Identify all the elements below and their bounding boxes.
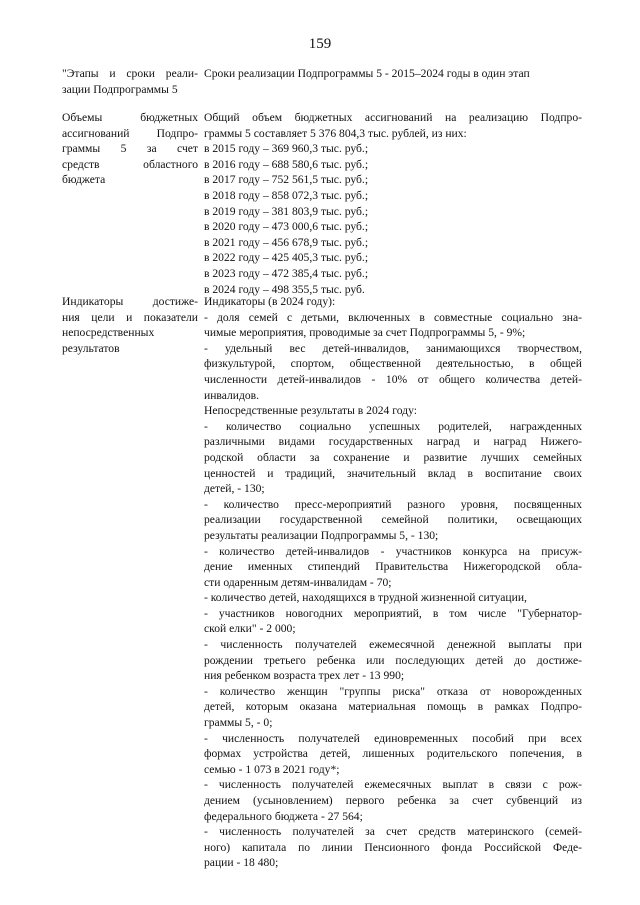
text-line: - численность получателей ежемесячных выплат в связи с рож- bbox=[204, 778, 582, 792]
text-line: ния цели и показатели bbox=[62, 310, 198, 324]
text-line: семью - 1 073 в 2021 году*; bbox=[204, 762, 340, 776]
text-line: в 2019 году – 381 803,9 тыс. руб.; bbox=[204, 204, 369, 218]
text-line: в 2020 году – 473 000,6 тыс. руб.; bbox=[204, 220, 369, 234]
text-line: - численность получателей единовременных пособий при всех bbox=[204, 731, 582, 745]
text-line: - численность получателей за счет средств материнского (семей- bbox=[204, 825, 582, 839]
text-line: зации Подпрограммы 5 bbox=[62, 82, 178, 96]
text-line: граммы 5 составляет 5 376 804,3 тыс. рублей, из них: bbox=[204, 126, 467, 140]
text-line: Сроки реализации Подпрограммы 5 - 2015–2024 годы в один этап bbox=[204, 67, 530, 80]
text-line: - численность получателей ежемесячной денежной выплаты при bbox=[204, 638, 582, 652]
text-line: - количество детей, находящихся в трудной жизненной ситуации, bbox=[204, 591, 527, 605]
text-line: в 2023 году – 472 385,4 тыс. руб.; bbox=[204, 266, 369, 280]
text-line: численности детей-инвалидов - 10% от общего количества детей- bbox=[204, 372, 582, 386]
text-line: ской елки" - 2 000; bbox=[204, 622, 296, 636]
text-line: Общий объем бюджетных ассигнований на реализацию Подпро- bbox=[204, 111, 582, 124]
text-line: в 2021 году – 456 678,9 тыс. руб.; bbox=[204, 235, 369, 249]
text-line: Индикаторы достиже- bbox=[62, 295, 198, 308]
text-line: в 2018 году – 858 072,3 тыс. руб.; bbox=[204, 188, 369, 202]
row-label bbox=[62, 294, 198, 356]
row-value bbox=[204, 294, 582, 871]
text-line: родской области за сохранение и развитие лучших семейных bbox=[204, 450, 582, 464]
text-line: в 2016 году – 688 580,6 тыс. руб.; bbox=[204, 157, 369, 171]
text-line: различными видами государственных наград и наград Нижего- bbox=[204, 435, 582, 449]
text-line: детей, которым оказана материальная помощь в рамках Подпро- bbox=[204, 700, 582, 714]
row-label bbox=[62, 110, 198, 188]
text-line: сти одаренным детям-инвалидам - 70; bbox=[204, 575, 392, 589]
text-line: в 2022 году – 425 405,3 тыс. руб.; bbox=[204, 251, 369, 265]
row-label bbox=[62, 66, 198, 97]
text-line: в 2024 году – 498 355,5 тыс. руб. bbox=[204, 282, 365, 296]
text-line: формах устройства детей, лишенных родительского попечения, в bbox=[204, 747, 582, 761]
page-number: 159 bbox=[308, 36, 332, 52]
text-line: - количество детей-инвалидов - участников конкурса на присуж- bbox=[204, 544, 582, 558]
text-line: непосредственных bbox=[62, 326, 155, 340]
text-line: - количество социально успешных родителей, награжденных bbox=[204, 419, 582, 433]
text-line: ценностей и традиций, значительный вклад в воспитание своих bbox=[204, 466, 582, 480]
text-line: Непосредственные результаты в 2024 году: bbox=[204, 404, 417, 418]
row-value bbox=[204, 110, 582, 297]
text-line: ного) капитала по линии Пенсионного фонда Российской Феде- bbox=[204, 840, 582, 854]
text-line: ния ребенком возраста трех лет - 13 990; bbox=[204, 669, 405, 683]
text-line: - количество пресс-мероприятий разного уровня, посвященных bbox=[204, 497, 582, 511]
text-line: - участников новогодних мероприятий, в том числе "Губернатор- bbox=[204, 606, 582, 620]
text-line: федерального бюджета - 27 564; bbox=[204, 809, 363, 823]
text-line: средств областного bbox=[62, 157, 198, 171]
text-line: дением (усыновлением) первого ребенка за счет субвенций из bbox=[204, 794, 582, 807]
text-line: рождении третьего ребенка или последующих детей до достиже- bbox=[204, 653, 582, 667]
text-line: результаты реализации Подпрограммы 5, - 130; bbox=[204, 528, 439, 542]
text-line: рации - 18 480; bbox=[204, 856, 279, 870]
text-line: результатов bbox=[62, 341, 120, 355]
text-line: ассигнований Подпро- bbox=[62, 126, 198, 140]
text-line: в 2015 году – 369 960,3 тыс. руб.; bbox=[204, 142, 369, 156]
text-line: граммы 5 за счет bbox=[62, 142, 198, 156]
text-line: инвалидов. bbox=[204, 388, 260, 402]
text-line: бюджета bbox=[62, 173, 106, 187]
text-line: - удельный вес детей-инвалидов, занимающихся творчеством, bbox=[204, 341, 582, 355]
text-line: физкультурой, спортом, общественной деятельностью, в общей bbox=[204, 357, 582, 371]
text-line: реализации государственной семейной политики, освещающих bbox=[204, 513, 582, 527]
text-line: "Этапы и сроки реали- bbox=[62, 67, 198, 80]
text-line: Объемы бюджетных bbox=[62, 111, 198, 124]
text-line: - доля семей с детьми, включенных в совместные социально зна- bbox=[204, 310, 582, 324]
text-line: чимые мероприятия, проводимые за счет Подпрограммы 5, - 9%; bbox=[204, 326, 526, 340]
text-line: - количество женщин "группы риска" отказа от новорожденных bbox=[204, 684, 582, 698]
text-line: граммы 5, - 0; bbox=[204, 716, 273, 730]
text-line: дение именных стипендий Правительства Нижегородской обла- bbox=[204, 560, 582, 574]
row-value bbox=[204, 66, 582, 82]
text-line: Индикаторы (в 2024 году): bbox=[204, 295, 336, 308]
text-line: детей, - 130; bbox=[204, 482, 265, 496]
text-line: в 2017 году – 752 561,5 тыс. руб.; bbox=[204, 173, 369, 187]
